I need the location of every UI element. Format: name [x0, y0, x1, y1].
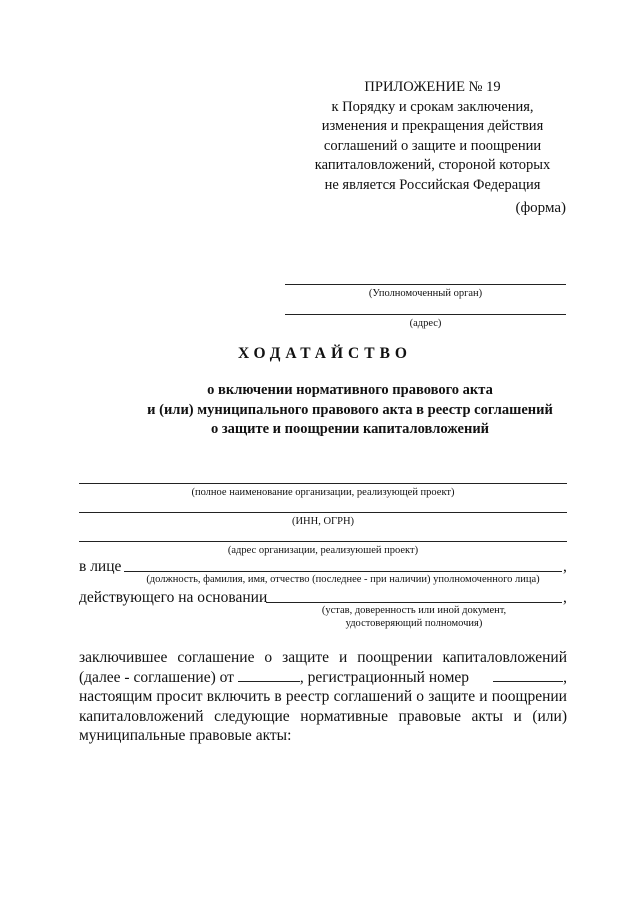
word: в: [274, 688, 282, 705]
appendix-line: соглашений о защите и поощрении: [323, 137, 542, 154]
word: капиталовложений: [79, 707, 204, 725]
paragraph-line-5: муниципальные правовые акты:: [79, 727, 292, 744]
paragraph-line-3: [79, 687, 567, 707]
appendix-line: капиталовложений, стороной которых: [314, 157, 551, 173]
paragraph-line-2-end: [493, 668, 567, 688]
organization-name-caption: (полное наименование организации, реализующей проект): [191, 487, 455, 498]
authorized-organ-caption: (Уполномоченный орган): [368, 288, 483, 299]
authority-document-caption-2: удостоверяющий полномочия): [345, 618, 483, 629]
appendix-line: изменения и прекращения действия: [321, 118, 544, 134]
subheading-line: о защите и поощрении капиталовложений: [210, 421, 490, 437]
word: и: [513, 707, 522, 725]
inn-ogrn-field[interactable]: [79, 512, 567, 513]
organ-address-field[interactable]: [285, 314, 566, 315]
word: заключившее: [79, 649, 168, 666]
organization-address-field[interactable]: [79, 541, 567, 542]
word: капиталовложений: [442, 649, 567, 666]
authorized-person-field[interactable]: [124, 571, 562, 572]
word: акты: [471, 707, 503, 725]
word: защите: [282, 649, 330, 666]
agreement-date-field[interactable]: [238, 668, 300, 682]
agreement-date-label: (далее - соглашение) от: [79, 668, 234, 686]
subheading-line: и (или) муниципального правового акта в реестр соглашений: [147, 401, 553, 418]
appendix-line: не является Российская Федерация: [324, 176, 541, 193]
word: соглашений: [333, 688, 413, 705]
authority-document-caption-1: (устав, доверенность или иной документ,: [321, 605, 507, 616]
organization-address-caption: (адрес организации, реализуюшей проект): [227, 545, 419, 556]
word: реестр: [285, 688, 330, 705]
comma: ,: [563, 589, 567, 606]
word: о: [416, 688, 425, 705]
word: включить: [206, 688, 271, 705]
organ-address-caption: (адрес): [409, 318, 442, 329]
paragraph-line-2: [79, 668, 567, 688]
word: и: [339, 649, 348, 666]
document-subheading: [60, 381, 640, 440]
word: следующие: [214, 707, 290, 725]
word: поощрении: [357, 649, 433, 666]
word: поощрении: [491, 688, 567, 705]
comma: ,: [563, 558, 567, 575]
organization-name-field[interactable]: [79, 483, 567, 484]
in-person-label: в лице: [79, 558, 122, 575]
form-label: (форма): [515, 200, 566, 216]
word: правовые: [398, 707, 461, 725]
word: соглашение: [177, 649, 255, 666]
comma: ,: [563, 668, 567, 686]
word: (или): [532, 707, 567, 725]
appendix-line: к Порядку и срокам заключения,: [331, 98, 534, 115]
basis-label: действующего на основании: [79, 589, 268, 606]
paragraph-line-2-text: [79, 668, 469, 688]
appendix-title: ПРИЛОЖЕНИЕ № 19: [364, 79, 501, 95]
authorized-person-caption: (должность, фамилия, имя, отчество (последнее - при наличии) уполномоченного лица): [146, 574, 540, 585]
word: настоящим: [79, 688, 153, 705]
authority-document-field[interactable]: [266, 602, 562, 603]
inn-ogrn-caption: (ИНН, ОГРН): [291, 516, 355, 527]
request-paragraph: [79, 648, 567, 746]
word: о: [264, 649, 273, 666]
word: нормативные: [300, 707, 388, 725]
authorized-organ-field[interactable]: [285, 284, 566, 285]
document-heading: ХОДАТАЙСТВО: [238, 345, 412, 362]
word: и: [479, 688, 488, 705]
paragraph-line-1: [79, 648, 567, 668]
registration-number-label: , регистрационный номер: [299, 668, 470, 686]
paragraph-line-4: [79, 707, 567, 727]
word: просит: [156, 688, 203, 705]
appendix-header: [300, 78, 565, 195]
registration-number-field[interactable]: [493, 668, 563, 682]
word: защите: [428, 688, 476, 705]
subheading-line: о включении нормативного правового акта: [207, 382, 493, 398]
